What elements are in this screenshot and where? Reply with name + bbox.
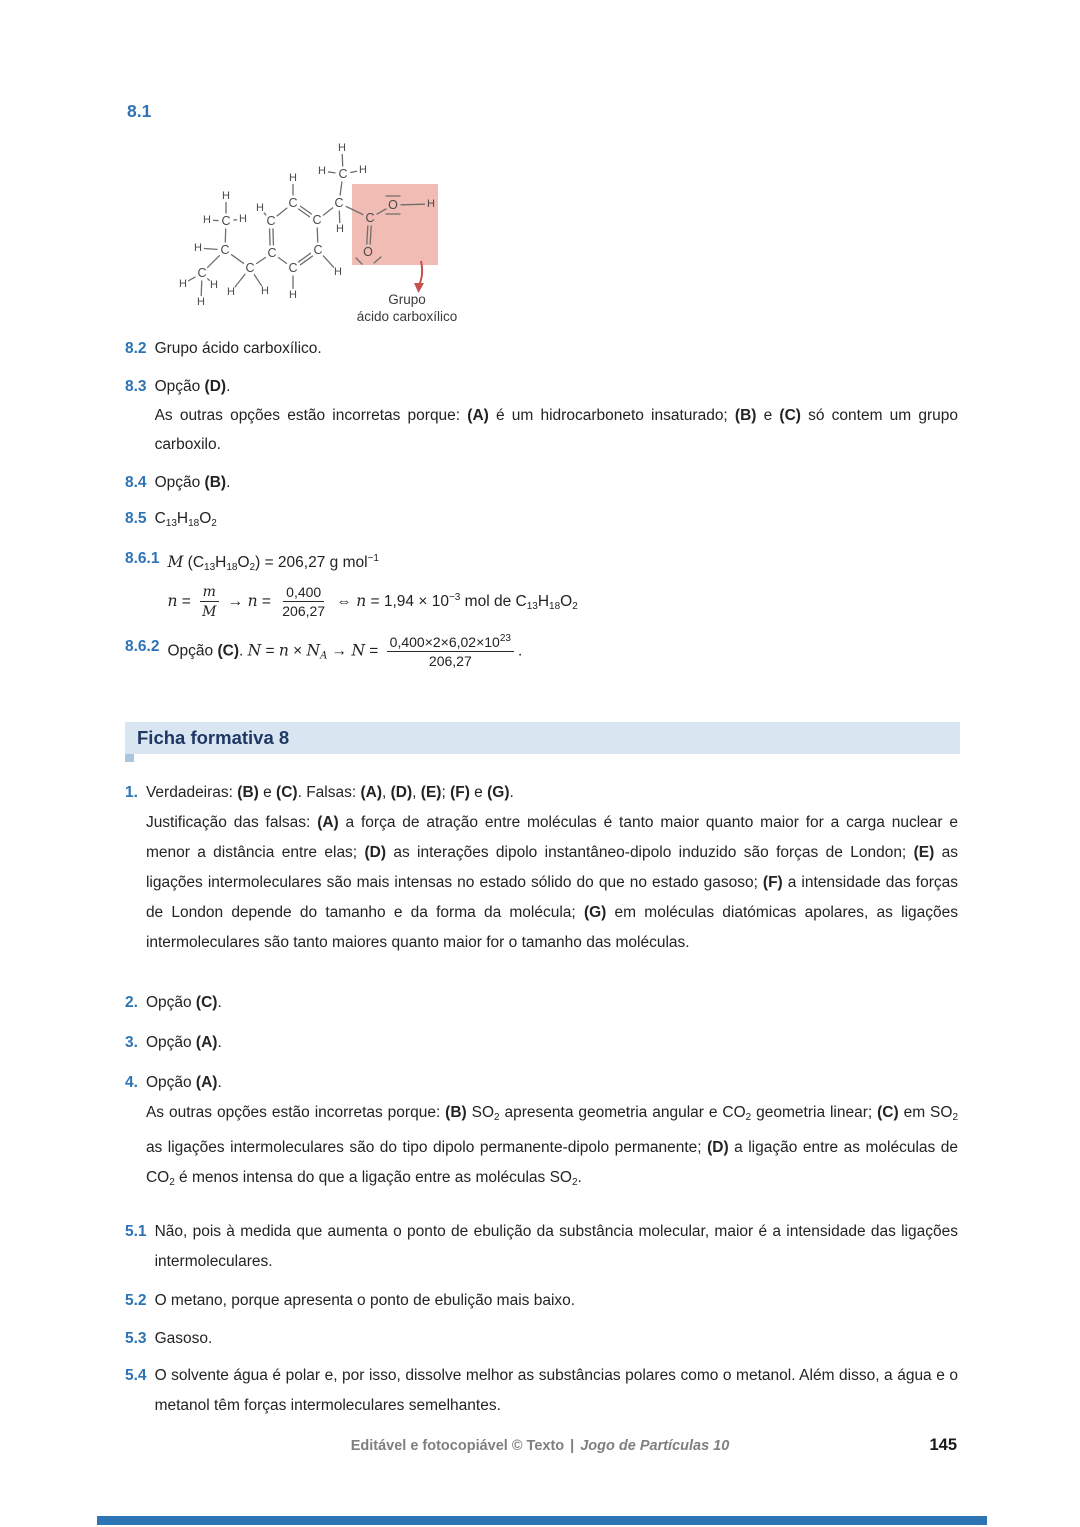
item-body <box>155 1286 958 1316</box>
bond-line <box>235 274 245 287</box>
atom-label-C: C <box>220 243 230 257</box>
bond-line <box>340 182 342 195</box>
bond-line <box>328 172 335 173</box>
atom-label-C: C <box>312 213 322 227</box>
item-paragraph: Opção (C). N = n × NA → N = $\frac{0,400\times 2\times 6,02\times 10^{23}}{206,27}$ . <box>167 633 523 670</box>
item-number: 8.6.2 <box>125 638 160 655</box>
item-number: 5.2 <box>125 1292 147 1309</box>
solution-item-3 <box>125 1028 958 1058</box>
solution-item-5.4 <box>125 1361 958 1421</box>
solution-item-8.4 <box>125 468 958 497</box>
atom-label-H: H <box>318 165 326 177</box>
solution-item-4 <box>125 1068 958 1198</box>
item-body <box>146 1028 958 1058</box>
atom-label-C: C <box>245 261 255 275</box>
bond-line <box>298 253 310 262</box>
section-heading-8-1: 8.1 <box>127 101 152 121</box>
item-body <box>167 544 958 621</box>
atom-label-H: H <box>256 202 264 214</box>
caption-line-2: ácido carboxílico <box>356 309 458 324</box>
bond-line <box>299 209 310 217</box>
solution-item-8.6.1 <box>125 544 958 621</box>
item-paragraph: Grupo ácido carboxílico. <box>154 340 322 357</box>
atom-label-H: H <box>179 278 187 290</box>
bond-line <box>208 256 220 268</box>
atom-label-H: H <box>338 142 346 154</box>
item-number: 3. <box>125 1034 138 1051</box>
bond-line <box>300 256 312 265</box>
item-number: 5.1 <box>125 1223 147 1240</box>
item-number: 5.4 <box>125 1367 147 1384</box>
item-paragraph: O solvente água é polar e, por isso, dissolve melhor as substâncias polares como o metanol. Além disso, a água e o metanol têm forças intermoleculares semelhantes. <box>154 1367 958 1414</box>
item-number: 8.2 <box>125 340 147 357</box>
bond-line <box>301 206 312 214</box>
fraction: $\frac{0,400\times 2\times 6,02\times 10^{23}}{206,27}$ <box>387 632 514 670</box>
solution-item-8.5 <box>125 504 958 538</box>
item-number: 8.5 <box>125 510 147 527</box>
item-body <box>155 468 958 497</box>
solution-item-1 <box>125 778 958 958</box>
item-number: 1. <box>125 784 138 801</box>
item-paragraph: O metano, porque apresenta o ponto de ebulição mais baixo. <box>154 1292 576 1309</box>
atom-label-H: H <box>222 190 230 202</box>
item-body <box>155 334 958 363</box>
item-body <box>155 1361 958 1421</box>
atom-label-C: C <box>197 266 207 280</box>
atom-label-H: H <box>289 172 297 184</box>
item-paragraph: Opção (B). <box>154 474 231 491</box>
bond-line <box>323 256 333 267</box>
item-body <box>155 1324 958 1354</box>
bond-line <box>204 248 217 249</box>
atom-label-O: O <box>363 245 373 259</box>
bond-line <box>273 229 274 245</box>
bond-line <box>201 281 202 296</box>
atom-label-H: H <box>203 214 211 226</box>
footer <box>0 1438 1080 1454</box>
item-paragraph: Justificação das falsas: (A) a força de atração entre moléculas é tanto maior quanto maior for a carga nuclear e menor a distância entre elas; (D) as interações dipolo instantâneo-dipolo induzido são forças de London; (E) as ligações intermoleculares são mais intensas no estado sólido do que no estado gasoso; (F) a intensidade das forças de London depende do tamanho e da forma da molécula; (G) em moléculas diatómicas apolares, as ligações intermoleculares são tanto maiores quanto maior for o tamanho das moléculas. <box>145 814 958 951</box>
atom-label-C: C <box>334 196 344 210</box>
atom-label-C: C <box>338 167 348 181</box>
item-number: 5.3 <box>125 1330 147 1347</box>
atom-label-H: H <box>261 285 269 297</box>
solution-item-8.3 <box>125 372 958 459</box>
bond-line <box>323 208 332 215</box>
item-body <box>146 988 958 1018</box>
item-body <box>146 1068 958 1198</box>
solution-item-5.2 <box>125 1286 958 1316</box>
item-paragraph: Opção (A). <box>145 1074 222 1091</box>
bond-line <box>270 229 271 245</box>
atom-label-H: H <box>210 279 218 291</box>
footer-edition-text: Editável e fotocopiável © Texto <box>350 1438 565 1454</box>
atom-label-H: H <box>359 164 367 176</box>
ficha-formativa-title: Ficha formativa 8 <box>137 727 290 748</box>
ficha-header-tab-square <box>125 754 134 762</box>
ficha-formativa-header <box>125 722 960 754</box>
atom-label-C: C <box>267 246 277 260</box>
item-paragraph: Opção (A). <box>145 1034 222 1051</box>
bond-line <box>257 258 266 264</box>
bond-line <box>189 277 195 281</box>
atom-label-C: C <box>266 214 276 228</box>
item-paragraph: Opção (D). <box>154 378 231 395</box>
atom-label-H: H <box>227 286 235 298</box>
atom-label-O: O <box>388 198 398 212</box>
caption-line-1: Grupo <box>388 292 426 307</box>
bond-line <box>254 275 261 286</box>
item-paragraph: Verdadeiras: (B) e (C). Falsas: (A), (D), (E); (F) e (G). <box>145 784 514 801</box>
item-number: 8.4 <box>125 474 147 491</box>
atom-label-H: H <box>334 266 342 278</box>
solution-item-5.1 <box>125 1217 958 1277</box>
item-paragraph: Opção (C). <box>145 994 222 1011</box>
bond-line <box>231 255 243 264</box>
carboxyl-group-caption <box>326 291 488 325</box>
item-number: 8.6.1 <box>125 550 160 567</box>
bond-line <box>279 258 287 264</box>
solution-item-5.3 <box>125 1324 958 1354</box>
item-paragraph: Gasoso. <box>154 1330 213 1347</box>
footer-separator: | <box>570 1438 575 1454</box>
atom-label-H: H <box>336 223 344 235</box>
item-paragraph: M (C13H18O2) = 206,27 g mol$^{-1}$ <box>167 553 379 573</box>
item-body <box>155 372 958 459</box>
item-number: 4. <box>125 1074 138 1091</box>
item-number: 8.3 <box>125 378 147 395</box>
solution-item-2 <box>125 988 958 1018</box>
atom-label-C: C <box>288 196 298 210</box>
item-body <box>146 778 958 958</box>
atom-label-C: C <box>365 211 375 225</box>
atom-label-C: C <box>221 214 231 228</box>
item-paragraph: C13H18O2 <box>154 510 217 529</box>
bottom-accent-bar <box>97 1516 987 1525</box>
fraction: $\frac{m}{M}$ <box>199 582 219 621</box>
item-body <box>167 632 958 670</box>
item-paragraph: n = $\frac{m}{M}$ → n = $\frac{0,400}{206,27}$ ⇔ $n = 1,94 \times 10^{-3}$ mol de C13H18O2 <box>167 584 578 621</box>
item-paragraph: As outras opções estão incorretas porque: (B) SO2 apresenta geometria angular e CO2 geometria linear; (C) em SO2 as ligações intermoleculares são do tipo dipolo permanente-dipolo permanente; (D) a ligação entre as moléculas de CO2 é menos intensa do que a ligação entre as moléculas SO2. <box>145 1104 959 1188</box>
item-paragraph: As outras opções estão incorretas porque: (A) é um hidrocarboneto insaturado; (B) e (C) só contem um grupo carboxilo. <box>154 407 959 453</box>
bond-line <box>401 204 425 205</box>
atom-label-H: H <box>197 296 205 308</box>
solution-item-8.2 <box>125 334 958 363</box>
atom-label-C: C <box>288 261 298 275</box>
item-body <box>155 1217 958 1277</box>
bond-line <box>351 171 357 172</box>
fraction: $\frac{0,400}{206,27}$ <box>282 584 326 620</box>
footer-book-title: Jogo de Partículas 10 <box>580 1438 730 1454</box>
atom-label-H: H <box>427 198 435 210</box>
bond-line <box>277 208 287 216</box>
item-body <box>155 504 958 538</box>
atom-label-H: H <box>239 213 247 225</box>
atom-label-H: H <box>194 242 202 254</box>
atom-label-C: C <box>313 243 323 257</box>
item-number: 2. <box>125 994 138 1011</box>
page-number: 145 <box>929 1436 957 1454</box>
atom-label-H: H <box>289 289 297 301</box>
solution-item-8.6.2 <box>125 632 958 670</box>
item-paragraph: Não, pois à medida que aumenta o ponto de ebulição da substância molecular, maior é a intensidade das ligações intermoleculares. <box>154 1223 958 1270</box>
